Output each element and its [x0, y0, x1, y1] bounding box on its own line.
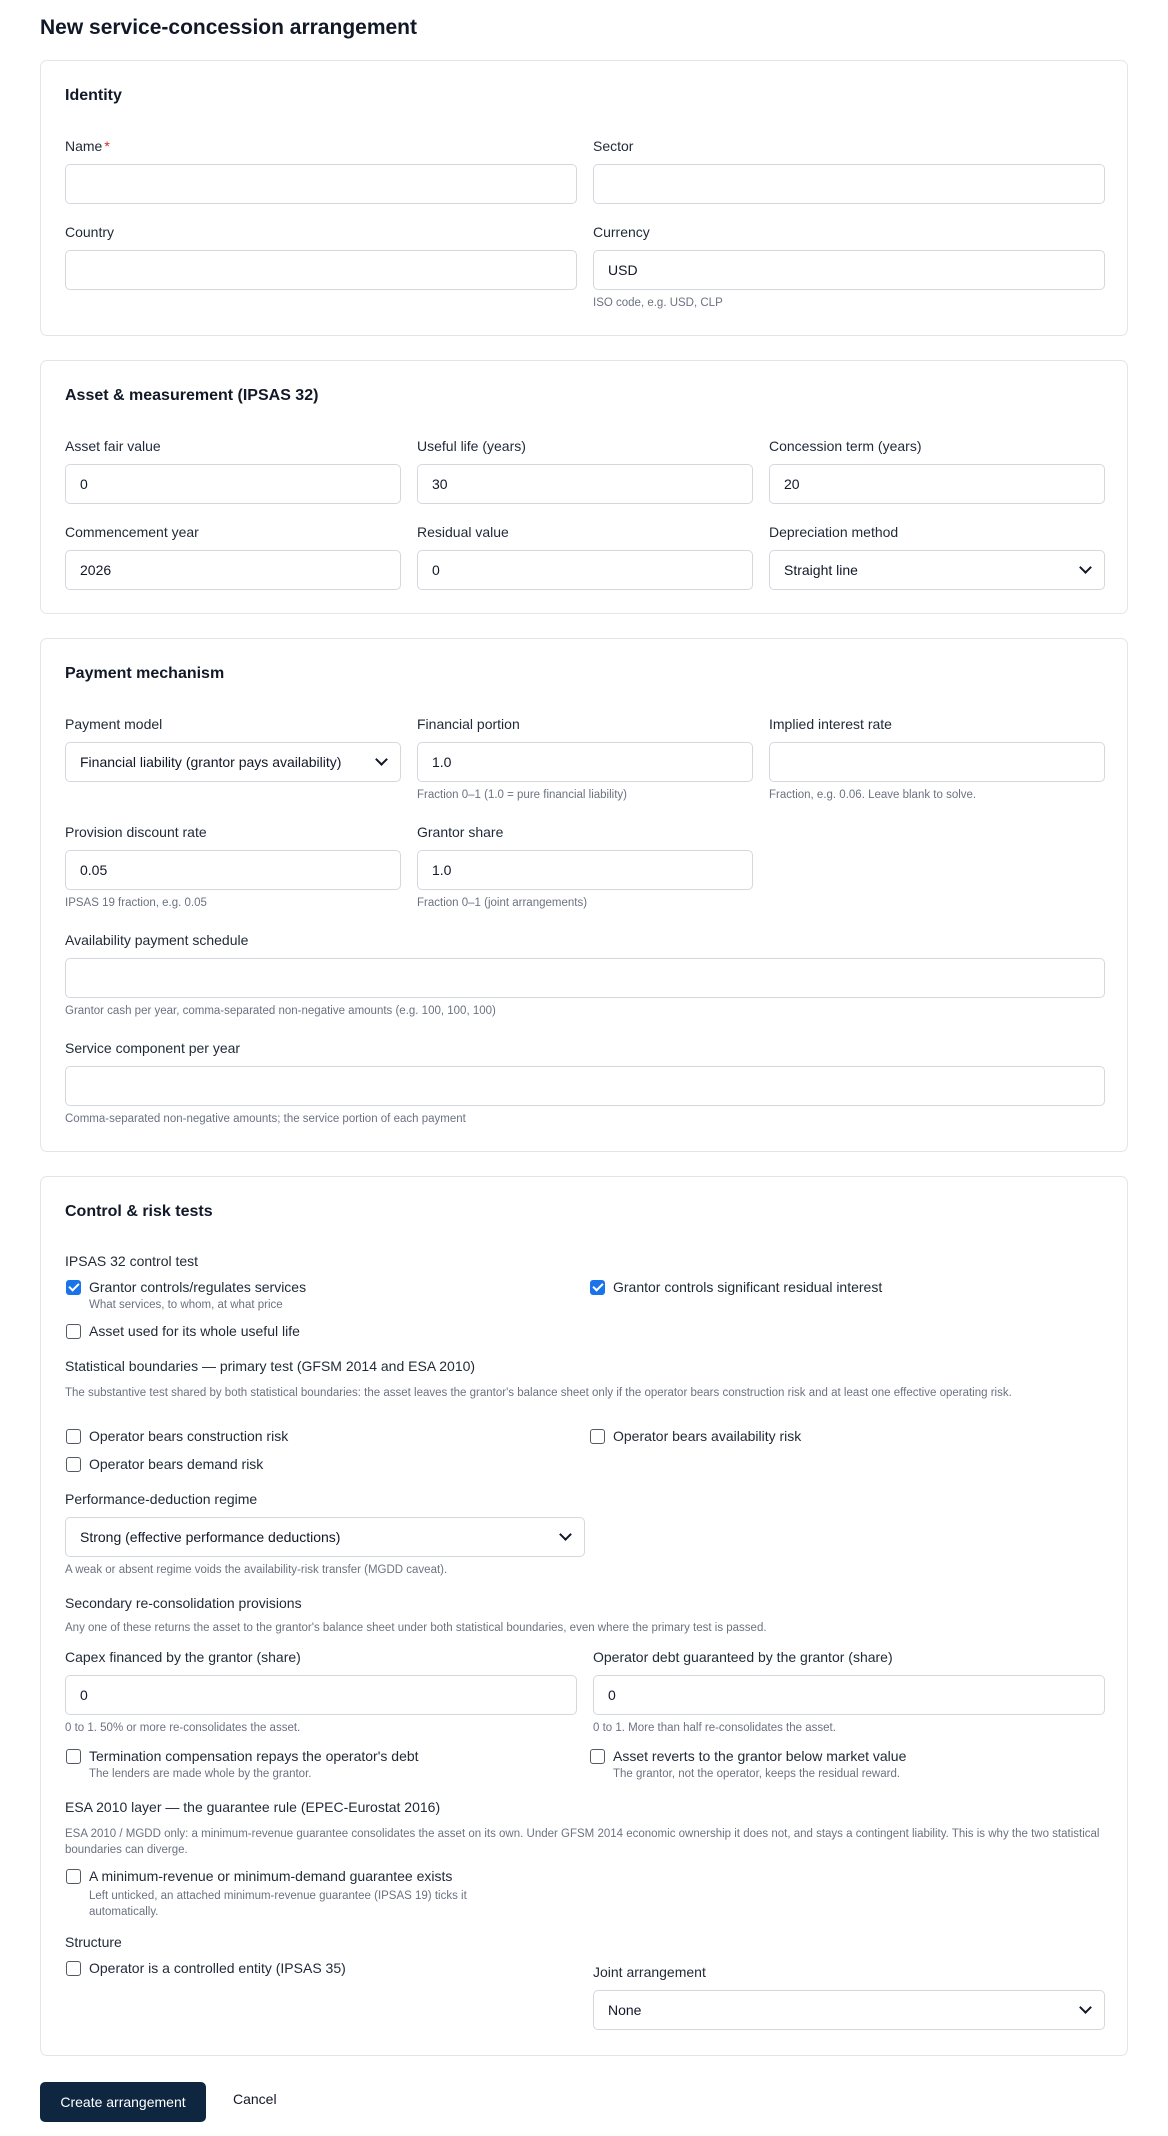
- identity-title: Identity: [65, 87, 122, 104]
- capex-label: Capex financed by the grantor (share): [65, 1649, 301, 1665]
- country-label: Country: [65, 224, 115, 240]
- regime-heading: Performance-deduction regime: [65, 1491, 258, 1507]
- currency-label: Currency: [593, 224, 650, 240]
- grantor-residual-checkbox[interactable]: [590, 1280, 605, 1295]
- name-input[interactable]: [65, 164, 577, 204]
- depreciation-select[interactable]: [769, 550, 1105, 590]
- schedule-input[interactable]: [65, 958, 1105, 998]
- chevron-down-icon: [375, 753, 388, 766]
- ipsas-heading: IPSAS 32 control test: [65, 1253, 199, 1269]
- currency-hint: ISO code, e.g. USD, CLP: [593, 297, 723, 309]
- min-revenue-guarantee-label: A minimum-revenue or minimum-demand guarantee exists: [89, 1868, 453, 1884]
- chevron-down-icon: [1079, 561, 1092, 574]
- discount-input[interactable]: [65, 850, 401, 890]
- construction-risk-checkbox[interactable]: [66, 1429, 81, 1444]
- financial-portion-hint: Fraction 0–1 (1.0 = pure financial liability): [417, 789, 627, 801]
- control-title: Control & risk tests: [65, 1203, 213, 1220]
- sector-label: Sector: [593, 138, 634, 154]
- name-label: Name *: [65, 138, 110, 154]
- joint-arrangement-select[interactable]: [593, 1990, 1105, 2030]
- service-label: Service component per year: [65, 1040, 241, 1056]
- useful-life-label: Useful life (years): [417, 438, 526, 454]
- grantor-controls-services-checkbox[interactable]: [66, 1280, 81, 1295]
- regime-select[interactable]: [65, 1517, 585, 1557]
- termination-compensation-hint: The lenders are made whole by the grantor.: [89, 1768, 312, 1780]
- joint-arrangement-selected: None: [608, 2002, 642, 2018]
- regime-selected: Strong (effective performance deductions): [80, 1529, 341, 1545]
- currency-input[interactable]: [593, 250, 1105, 290]
- grantor-controls-services-label: Grantor controls/regulates services: [89, 1279, 307, 1295]
- discount-label: Provision discount rate: [65, 824, 207, 840]
- construction-risk-label: Operator bears construction risk: [89, 1428, 289, 1444]
- availability-risk-checkbox[interactable]: [590, 1429, 605, 1444]
- service-input[interactable]: [65, 1066, 1105, 1106]
- financial-portion-input[interactable]: [417, 742, 753, 782]
- grantor-residual-label: Grantor controls significant residual interest: [613, 1279, 883, 1295]
- secondary-hint: Any one of these returns the asset to the grantor's balance sheet under both statistical boundaries, even where the primary test is passed.: [65, 1622, 767, 1634]
- schedule-hint: Grantor cash per year, comma-separated non-negative amounts (e.g. 100, 100, 100): [65, 1005, 496, 1017]
- term-label: Concession term (years): [769, 438, 922, 454]
- capex-input[interactable]: [65, 1675, 577, 1715]
- asset-reverts-checkbox[interactable]: [590, 1749, 605, 1764]
- cancel-button[interactable]: Cancel: [233, 2091, 277, 2107]
- controlled-entity-label: Operator is a controlled entity (IPSAS 35): [89, 1960, 346, 1976]
- secondary-heading: Secondary re-consolidation provisions: [65, 1595, 302, 1611]
- asset-title: Asset & measurement (IPSAS 32): [65, 387, 319, 404]
- asset-reverts-hint: The grantor, not the operator, keeps the residual reward.: [613, 1768, 901, 1780]
- stat-hint: The substantive test shared by both statistical boundaries: the asset leaves the grantor's balance sheet only if the operator bears construction risk and at least one effective operating risk.: [65, 1387, 1012, 1399]
- interest-hint: Fraction, e.g. 0.06. Leave blank to solve.: [769, 789, 977, 801]
- depreciation-label: Depreciation method: [769, 524, 899, 540]
- country-input[interactable]: [65, 250, 577, 290]
- grantor-share-hint: Fraction 0–1 (joint arrangements): [417, 897, 588, 909]
- interest-input[interactable]: [769, 742, 1105, 782]
- joint-arrangement-label: Joint arrangement: [593, 1964, 706, 1980]
- whole-useful-life-label: Asset used for its whole useful life: [89, 1323, 300, 1339]
- min-revenue-guarantee-hint: Left unticked, an attached minimum-revenue guarantee (IPSAS 19) ticks it automatically.: [89, 1890, 467, 1918]
- demand-risk-label: Operator bears demand risk: [89, 1456, 264, 1472]
- fair-value-input[interactable]: [65, 464, 401, 504]
- grantor-share-label: Grantor share: [417, 824, 504, 840]
- asset-card: [40, 360, 1128, 614]
- termination-compensation-label: Termination compensation repays the operator's debt: [89, 1748, 419, 1764]
- grantor-controls-services-hint: What services, to whom, at what price: [89, 1299, 283, 1311]
- financial-portion-label: Financial portion: [417, 716, 520, 732]
- commencement-label: Commencement year: [65, 524, 199, 540]
- regime-hint: A weak or absent regime voids the availability-risk transfer (MGDD caveat).: [65, 1564, 448, 1576]
- debt-hint: 0 to 1. More than half re-consolidates the asset.: [593, 1722, 836, 1734]
- availability-risk-label: Operator bears availability risk: [613, 1428, 802, 1444]
- structure-heading: Structure: [65, 1934, 122, 1950]
- residual-input[interactable]: [417, 550, 753, 590]
- payment-model-label: Payment model: [65, 716, 163, 732]
- capex-hint: 0 to 1. 50% or more re-consolidates the asset.: [65, 1722, 301, 1734]
- chevron-down-icon: [559, 1528, 572, 1541]
- control-card: [40, 1176, 1128, 2056]
- term-input[interactable]: [769, 464, 1105, 504]
- useful-life-input[interactable]: [417, 464, 753, 504]
- payment-title: Payment mechanism: [65, 665, 225, 682]
- depreciation-selected: Straight line: [784, 562, 858, 578]
- demand-risk-checkbox[interactable]: [66, 1457, 81, 1472]
- service-hint: Comma-separated non-negative amounts; the service portion of each payment: [65, 1113, 466, 1125]
- required-mark: *: [104, 138, 110, 154]
- controlled-entity-checkbox[interactable]: [66, 1961, 81, 1976]
- esa-heading: ESA 2010 layer — the guarantee rule (EPEC-Eurostat 2016): [65, 1799, 441, 1815]
- interest-label: Implied interest rate: [769, 716, 892, 732]
- grantor-share-input[interactable]: [417, 850, 753, 890]
- fair-value-label: Asset fair value: [65, 438, 161, 454]
- payment-model-selected: Financial liability (grantor pays availability): [80, 754, 342, 770]
- discount-hint: IPSAS 19 fraction, e.g. 0.05: [65, 897, 207, 909]
- chevron-down-icon: [1079, 2001, 1092, 2014]
- whole-useful-life-checkbox[interactable]: [66, 1324, 81, 1339]
- identity-card: [40, 60, 1128, 336]
- page-title: New service-concession arrangement: [40, 16, 417, 39]
- create-arrangement-button[interactable]: Create arrangement: [40, 2082, 206, 2122]
- schedule-label: Availability payment schedule: [65, 932, 249, 948]
- residual-label: Residual value: [417, 524, 509, 540]
- stat-heading: Statistical boundaries — primary test (GFSM 2014 and ESA 2010): [65, 1358, 476, 1374]
- payment-model-select[interactable]: [65, 742, 401, 782]
- debt-input[interactable]: [593, 1675, 1105, 1715]
- commencement-input[interactable]: [65, 550, 401, 590]
- debt-label: Operator debt guaranteed by the grantor (share): [593, 1649, 893, 1665]
- sector-input[interactable]: [593, 164, 1105, 204]
- esa-hint: ESA 2010 / MGDD only: a minimum-revenue guarantee consolidates the asset on its own. Under GFSM 2014 economic ownership it does not, and stays a contingent liability. This is why the two statistical boundaries can diverge.: [65, 1828, 1100, 1856]
- asset-reverts-label: Asset reverts to the grantor below market value: [613, 1748, 907, 1764]
- min-revenue-guarantee-checkbox[interactable]: [66, 1869, 81, 1884]
- payment-card: [40, 638, 1128, 1152]
- termination-compensation-checkbox[interactable]: [66, 1749, 81, 1764]
